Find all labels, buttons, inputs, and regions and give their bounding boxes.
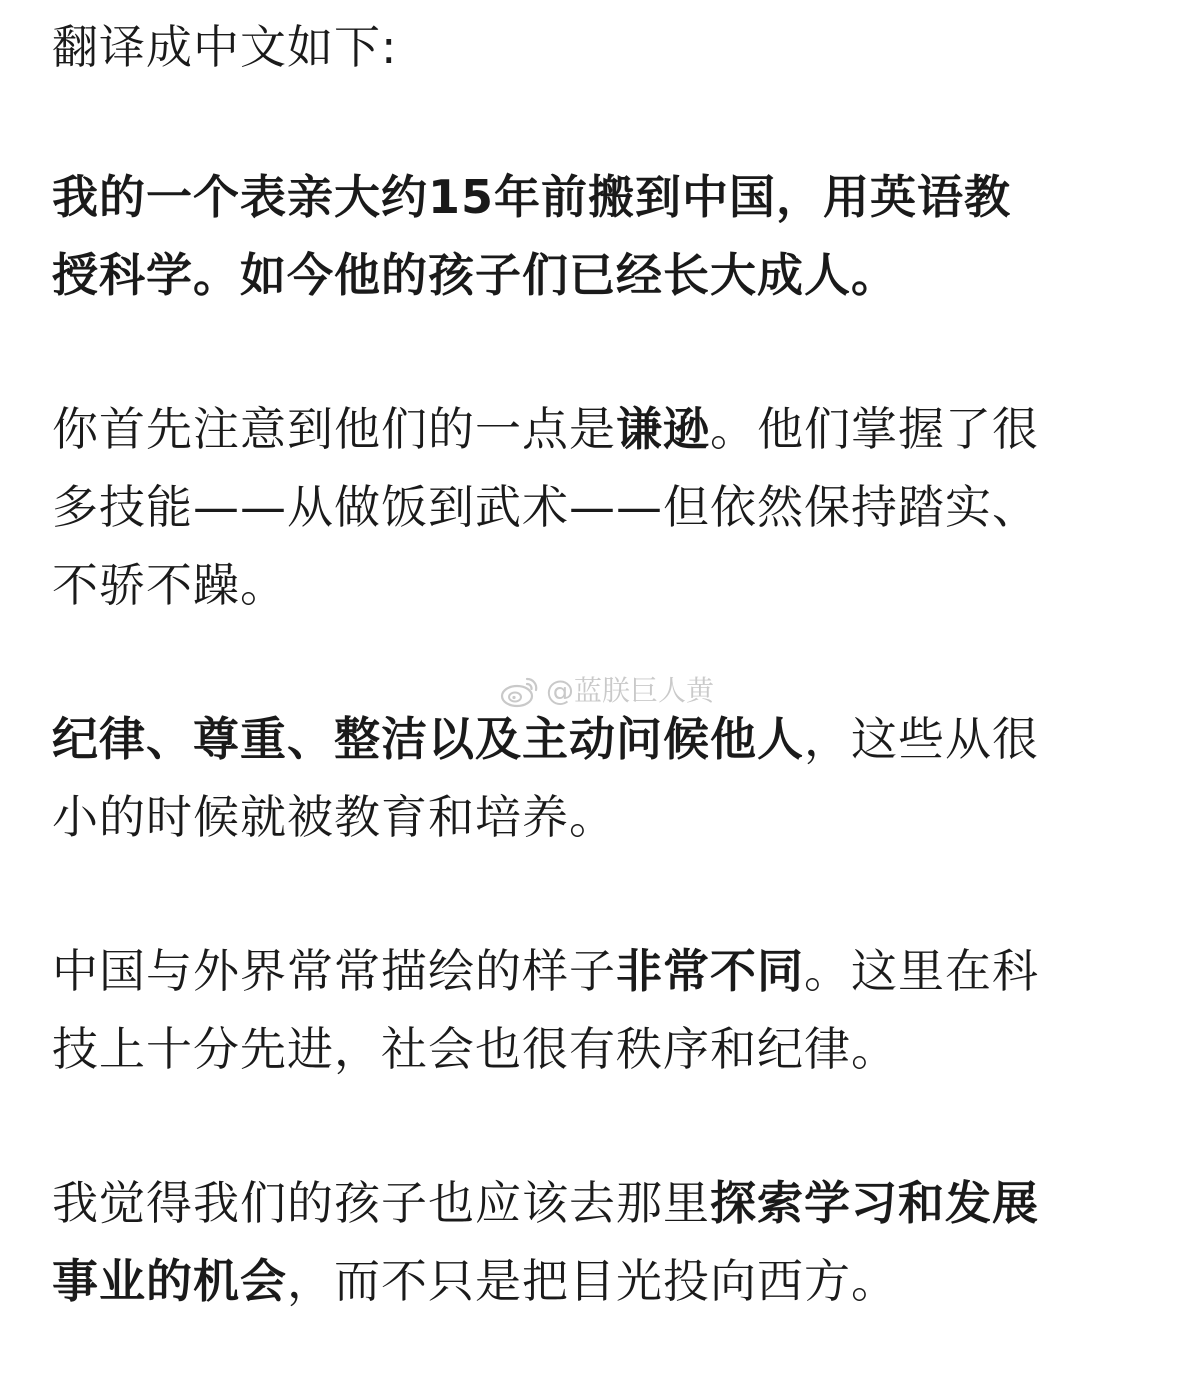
paragraph-gap <box>52 86 1152 158</box>
paragraph-gap <box>52 1088 1152 1164</box>
text-line <box>52 1010 1152 1088</box>
watermark-text: @蓝朕巨人黄 <box>546 674 715 707</box>
weibo-icon <box>500 674 540 708</box>
bold-text: 纪律、尊重、整洁以及主动问候他人 <box>52 712 804 766</box>
text-line <box>52 932 1152 1010</box>
text-segment: 小的时候就被教育和培养。 <box>52 790 616 844</box>
paragraph-3 <box>52 700 1152 856</box>
paragraph-gap <box>52 856 1152 932</box>
text-line <box>52 158 1152 236</box>
bold-text: 谦逊 <box>616 402 710 456</box>
text-segment: 你首先注意到他们的一点是 <box>52 402 616 456</box>
intro-line: 翻译成中文如下: <box>52 20 398 74</box>
bold-text: 我的一个表亲大约15年前搬到中国，用英语教 <box>52 170 1012 224</box>
text-line <box>52 236 1152 314</box>
paragraph-2 <box>52 390 1152 624</box>
text-line <box>52 390 1152 468</box>
paragraph-5 <box>52 1164 1152 1320</box>
text-line <box>52 700 1152 778</box>
bold-text: 授科学。如今他的孩子们已经长大成人。 <box>52 248 898 302</box>
text-segment: 多技能——从做饭到武术——但依然保持踏实、 <box>52 480 1039 534</box>
text-line <box>52 1242 1152 1320</box>
text-segment: 我觉得我们的孩子也应该去那里 <box>52 1176 710 1230</box>
text-line <box>52 546 1152 624</box>
paragraph-4 <box>52 932 1152 1088</box>
text-line <box>52 1164 1152 1242</box>
text-segment: 技上十分先进，社会也很有秩序和纪律。 <box>52 1022 898 1076</box>
text-segment: ，而不只是把目光投向西方。 <box>287 1254 898 1308</box>
watermark <box>500 673 714 709</box>
bold-text: 事业的机会 <box>52 1254 287 1308</box>
text-segment: 。这里在科 <box>804 944 1039 998</box>
text-line <box>52 468 1152 546</box>
text-segment: 。他们掌握了很 <box>710 402 1039 456</box>
text-segment: 不骄不躁。 <box>52 558 287 612</box>
article-body <box>52 8 1152 1320</box>
text-line <box>52 778 1152 856</box>
text-segment: 中国与外界常常描绘的样子 <box>52 944 616 998</box>
paragraph-1 <box>52 158 1152 314</box>
paragraph-gap <box>52 314 1152 390</box>
bold-text: 探索学习和发展 <box>710 1176 1039 1230</box>
text-segment: ，这些从很 <box>804 712 1039 766</box>
bold-text: 非常不同 <box>616 944 804 998</box>
